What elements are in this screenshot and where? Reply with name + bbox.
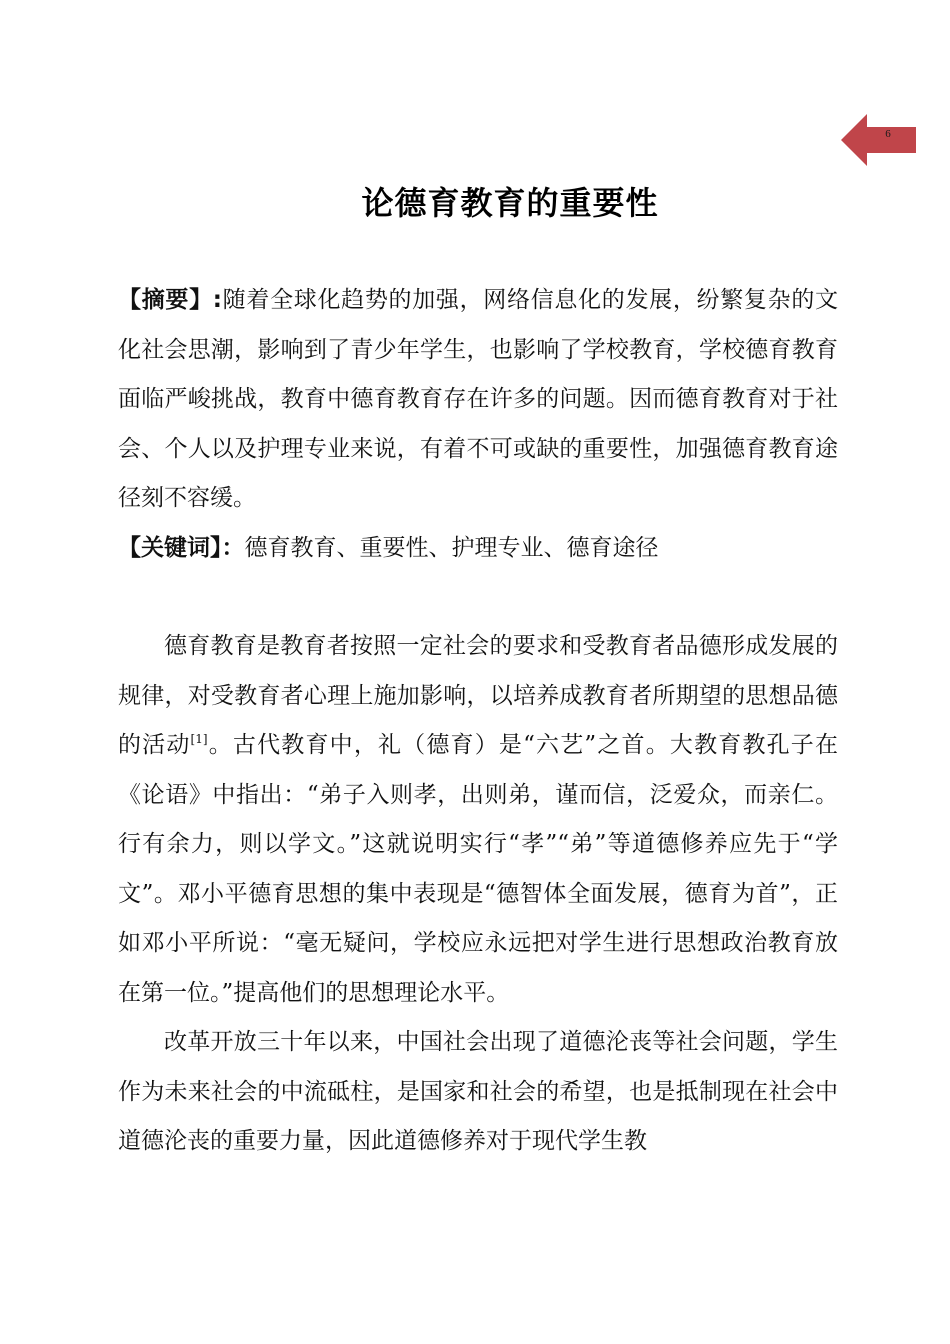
abstract-section (118, 276, 838, 524)
citation-reference: [1] (190, 732, 208, 746)
document-title: 论德育教育的重要性 (361, 184, 659, 222)
abstract-label: 【摘要】: (118, 287, 222, 313)
keywords-label: 【关键词】： (118, 535, 245, 561)
abstract-text: 随着全球化趋势的加强，网络信息化的发展，纷繁复杂的文化社会思潮，影响到了青少年学生，也影响了学校教育，学校德育教育面临严峻挑战，教育中德育教育存在许多的问题。因而德育教育对于社会、个人以及护理专业来说，有着不可或缺的重要性，加强德育教育途径刻不容缓。 (118, 287, 839, 511)
page-number: 6 (885, 128, 891, 140)
body-paragraph-1 (118, 622, 838, 1018)
body-text (118, 622, 838, 1167)
left-arrow-icon (841, 114, 916, 166)
paragraph-text: 德育教育是教育者按照一定社会的要求和受教育者品德形成发展的规律，对受教育者心理上施加影响，以培养成教育者所期望的思想品德的活动 (118, 633, 838, 758)
keywords-text: 德育教育、重要性、护理专业、德育途径 (244, 535, 659, 561)
body-paragraph-2: 改革开放三十年以来，中国社会出现了道德沦丧等社会问题，学生作为未来社会的中流砥柱，是国家和社会的希望，也是抵制现在社会中道德沦丧的重要力量，因此道德修养对于现代学生教 (118, 1029, 838, 1154)
keywords-section (118, 524, 838, 574)
paragraph-text: 。古代教育中，礼（德育）是“六艺”之首。大教育教孔子在《论语》中指出：“弟子入则孝，出则弟，谨而信，泛爱众，而亲仁。行有余力，则以学文。”这就说明实行“孝”“弟”等道德修养应先于“学文”。邓小平德育思想的集中表现是“德智体全面发展，德育为首”，正如邓小平所说：“毫无疑问，学校应永远把对学生进行思想政治教育放在第一位。”提高他们的思想理论水平。 (118, 732, 838, 1006)
page-number-tab (841, 114, 916, 166)
